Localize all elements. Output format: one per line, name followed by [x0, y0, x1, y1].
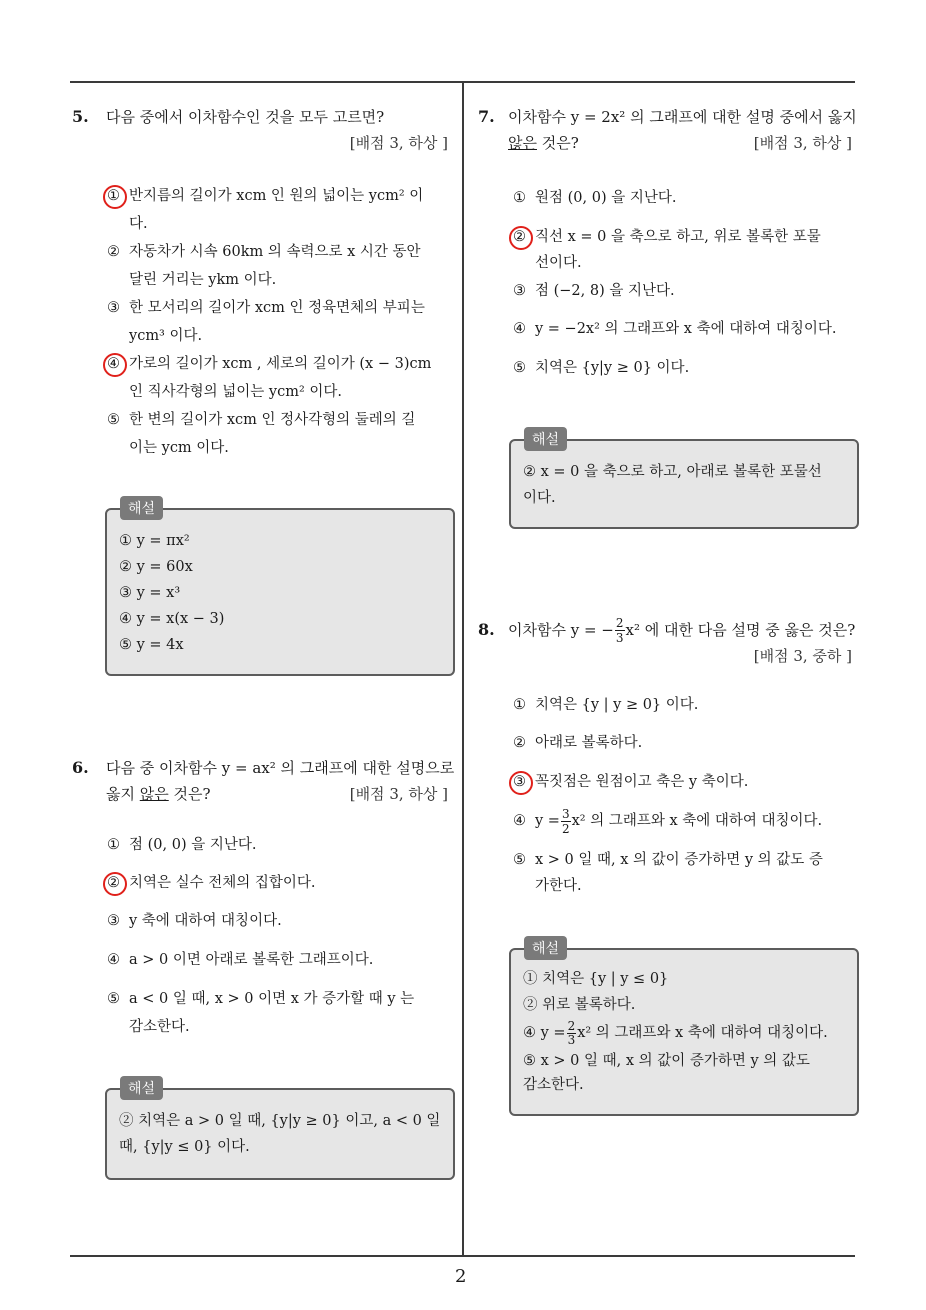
option-text-cont: 가한다. [535, 878, 582, 894]
fraction [567, 1020, 577, 1047]
explanation-text-pre: ④ y = [523, 1025, 566, 1041]
question-number: 6. [72, 758, 89, 777]
page-number: 2 [455, 1266, 467, 1287]
fraction-denominator: 3 [567, 1032, 576, 1047]
option-mark: ④ [107, 952, 120, 968]
option-text: 치역은 실수 전체의 집합이다. [129, 875, 316, 891]
option-text: 반지름의 길이가 xcm 인 원의 넓이는 ycm² 이 [129, 188, 424, 204]
option-text-cont: 이는 ycm 이다. [129, 440, 229, 456]
option-text [535, 801, 822, 841]
option-text-pre: y = [535, 813, 560, 829]
explanation-line: ⑤ x > 0 일 때, x 의 값이 증가하면 y 의 값도 [523, 1053, 810, 1069]
option-mark: ③ [513, 283, 526, 299]
question-number: 7. [478, 107, 495, 126]
explanation-line: ③ y = x³ [119, 585, 181, 601]
score-meta: [배점 3, 하상 ] [349, 785, 448, 803]
question-text-post: x² 에 대한 다음 설명 중 옳은 것은? [625, 621, 856, 639]
explanation-line: ① y = πx² [119, 533, 190, 549]
option-mark: ② [107, 244, 120, 260]
question-text: 다음 중 이차함수 y = ax² 의 그래프에 대한 설명으로 [106, 759, 455, 777]
explanation-line: 이다. [523, 490, 556, 506]
question-text-cont [508, 131, 579, 155]
option-text-cont: 다. [129, 216, 148, 232]
answer-circle-icon [103, 872, 127, 896]
fraction-denominator: 3 [615, 630, 624, 645]
option-text: 원점 (0, 0) 을 지난다. [535, 190, 677, 206]
option-text: 꼭짓점은 원점이고 축은 y 축이다. [535, 774, 749, 790]
fraction-numerator: 2 [567, 1018, 576, 1033]
answer-circle-icon [509, 771, 533, 795]
score-meta: [배점 3, 중하 ] [753, 647, 852, 665]
explanation-box-6 [105, 1088, 455, 1180]
question-text-post: 것은? [168, 785, 211, 803]
explanation-box-5 [105, 508, 455, 676]
option-text: x > 0 일 때, x 의 값이 증가하면 y 의 값도 증 [535, 852, 823, 868]
fraction-numerator: 3 [561, 806, 570, 821]
question-text-post: 것은? [536, 134, 579, 152]
explanation-line: 때, {y|y ≤ 0} 이다. [119, 1139, 250, 1155]
option-mark: ② [513, 735, 526, 751]
fraction [561, 807, 571, 836]
fraction-denominator: 2 [561, 821, 570, 836]
option-text-cont: 선이다. [535, 255, 582, 271]
option-text: 한 변의 길이가 xcm 인 정사각형의 둘레의 길 [129, 412, 416, 428]
underlined-word: 않은 [508, 134, 537, 152]
explanation-line: ⑤ y = 4x [119, 637, 184, 653]
option-4[interactable] [513, 801, 858, 841]
option-mark: ④ [513, 813, 526, 829]
answer-circle-icon [509, 226, 533, 250]
explanation-line: ④ y = x(x − 3) [119, 611, 225, 627]
option-mark: ⑤ [107, 412, 120, 428]
option-text-post: x² 의 그래프와 x 축에 대하여 대칭이다. [571, 813, 823, 829]
option-mark: ① [107, 837, 120, 853]
option-text-cont: 인 직사각형의 넓이는 ycm² 이다. [129, 384, 342, 400]
explanation-tag: 해설 [524, 936, 567, 960]
answer-circle-icon [103, 353, 127, 377]
option-mark: ④ [107, 356, 120, 372]
explanation-line: ① 치역은 {y | y ≤ 0} [523, 971, 669, 987]
explanation-text-post: x² 의 그래프와 x 축에 대하여 대칭이다. [577, 1025, 828, 1041]
explanation-box-8 [509, 948, 859, 1116]
option-text: 직선 x = 0 을 축으로 하고, 위로 볼록한 포물 [535, 229, 821, 245]
option-text: 치역은 {y|y ≥ 0} 이다. [535, 360, 690, 376]
question-text-pre: 옳지 [106, 785, 140, 803]
option-mark: ② [107, 875, 120, 891]
explanation-line: ② 위로 볼록하다. [523, 997, 636, 1013]
answer-circle-icon [103, 185, 127, 209]
bottom-rule [70, 1255, 855, 1257]
question-6 [72, 756, 456, 1056]
option-mark: ② [513, 229, 526, 245]
option-mark: ① [107, 188, 120, 204]
fraction-numerator: 2 [615, 615, 624, 630]
underlined-word: 않은 [139, 785, 169, 803]
question-number: 5. [72, 107, 89, 126]
fraction [615, 616, 625, 645]
explanation-line: 감소한다. [523, 1077, 584, 1093]
explanation-tag: 해설 [120, 1076, 163, 1100]
question-text: 다음 중에서 이차함수인 것을 모두 고르면? [106, 108, 385, 126]
option-text: y 축에 대하여 대칭이다. [129, 913, 282, 929]
question-text: 이차함수 y = 2x² 의 그래프에 대한 설명 중에서 옳지 [508, 108, 857, 126]
explanation-tag: 해설 [120, 496, 163, 520]
option-text: a < 0 일 때, x > 0 이면 x 가 증가할 때 y 는 [129, 991, 415, 1007]
question-8 [478, 610, 860, 910]
option-mark: ④ [513, 321, 526, 337]
option-text: 점 (−2, 8) 을 지난다. [535, 283, 675, 299]
option-mark: ⑤ [513, 360, 526, 376]
question-7 [478, 105, 860, 405]
question-text-pre: 이차함수 y = − [508, 621, 614, 639]
option-text: 가로의 길이가 xcm , 세로의 길이가 (x − 3)cm [129, 356, 432, 372]
option-mark: ③ [107, 913, 120, 929]
column-divider [462, 83, 464, 1256]
option-mark: ③ [107, 300, 120, 316]
explanation-line: ② 치역은 a > 0 일 때, {y|y ≥ 0} 이고, a < 0 일 [119, 1113, 441, 1129]
option-text: 점 (0, 0) 을 지난다. [129, 837, 257, 853]
score-meta: [배점 3, 하상 ] [349, 134, 448, 152]
option-mark: ① [513, 697, 526, 713]
option-text: 자동차가 시속 60km 의 속력으로 x 시간 동안 [129, 244, 421, 260]
option-text-cont: ycm³ 이다. [129, 328, 203, 344]
option-text: a > 0 이면 아래로 볼록한 그래프이다. [129, 952, 374, 968]
option-mark: ⑤ [513, 852, 526, 868]
explanation-box-7 [509, 439, 859, 529]
option-text: 치역은 {y | y ≥ 0} 이다. [535, 697, 699, 713]
option-text-cont: 달린 거리는 ykm 이다. [129, 272, 277, 288]
explanation-line-fraction [523, 1016, 828, 1050]
option-mark: ⑤ [107, 991, 120, 1007]
explanation-tag: 해설 [524, 427, 567, 451]
option-mark: ① [513, 190, 526, 206]
option-text-cont: 감소한다. [129, 1019, 190, 1035]
explanation-line: ② x = 0 을 축으로 하고, 아래로 볼록한 포물선 [523, 464, 822, 480]
option-mark: ③ [513, 774, 526, 790]
option-text: y = −2x² 의 그래프와 x 축에 대하여 대칭이다. [535, 321, 837, 337]
explanation-line: ② y = 60x [119, 559, 193, 575]
option-text: 아래로 볼록하다. [535, 735, 643, 751]
option-text: 한 모서리의 길이가 xcm 인 정육면체의 부피는 [129, 300, 425, 316]
question-number: 8. [478, 620, 495, 639]
question-text-cont [106, 782, 211, 806]
score-meta: [배점 3, 하상 ] [753, 134, 852, 152]
